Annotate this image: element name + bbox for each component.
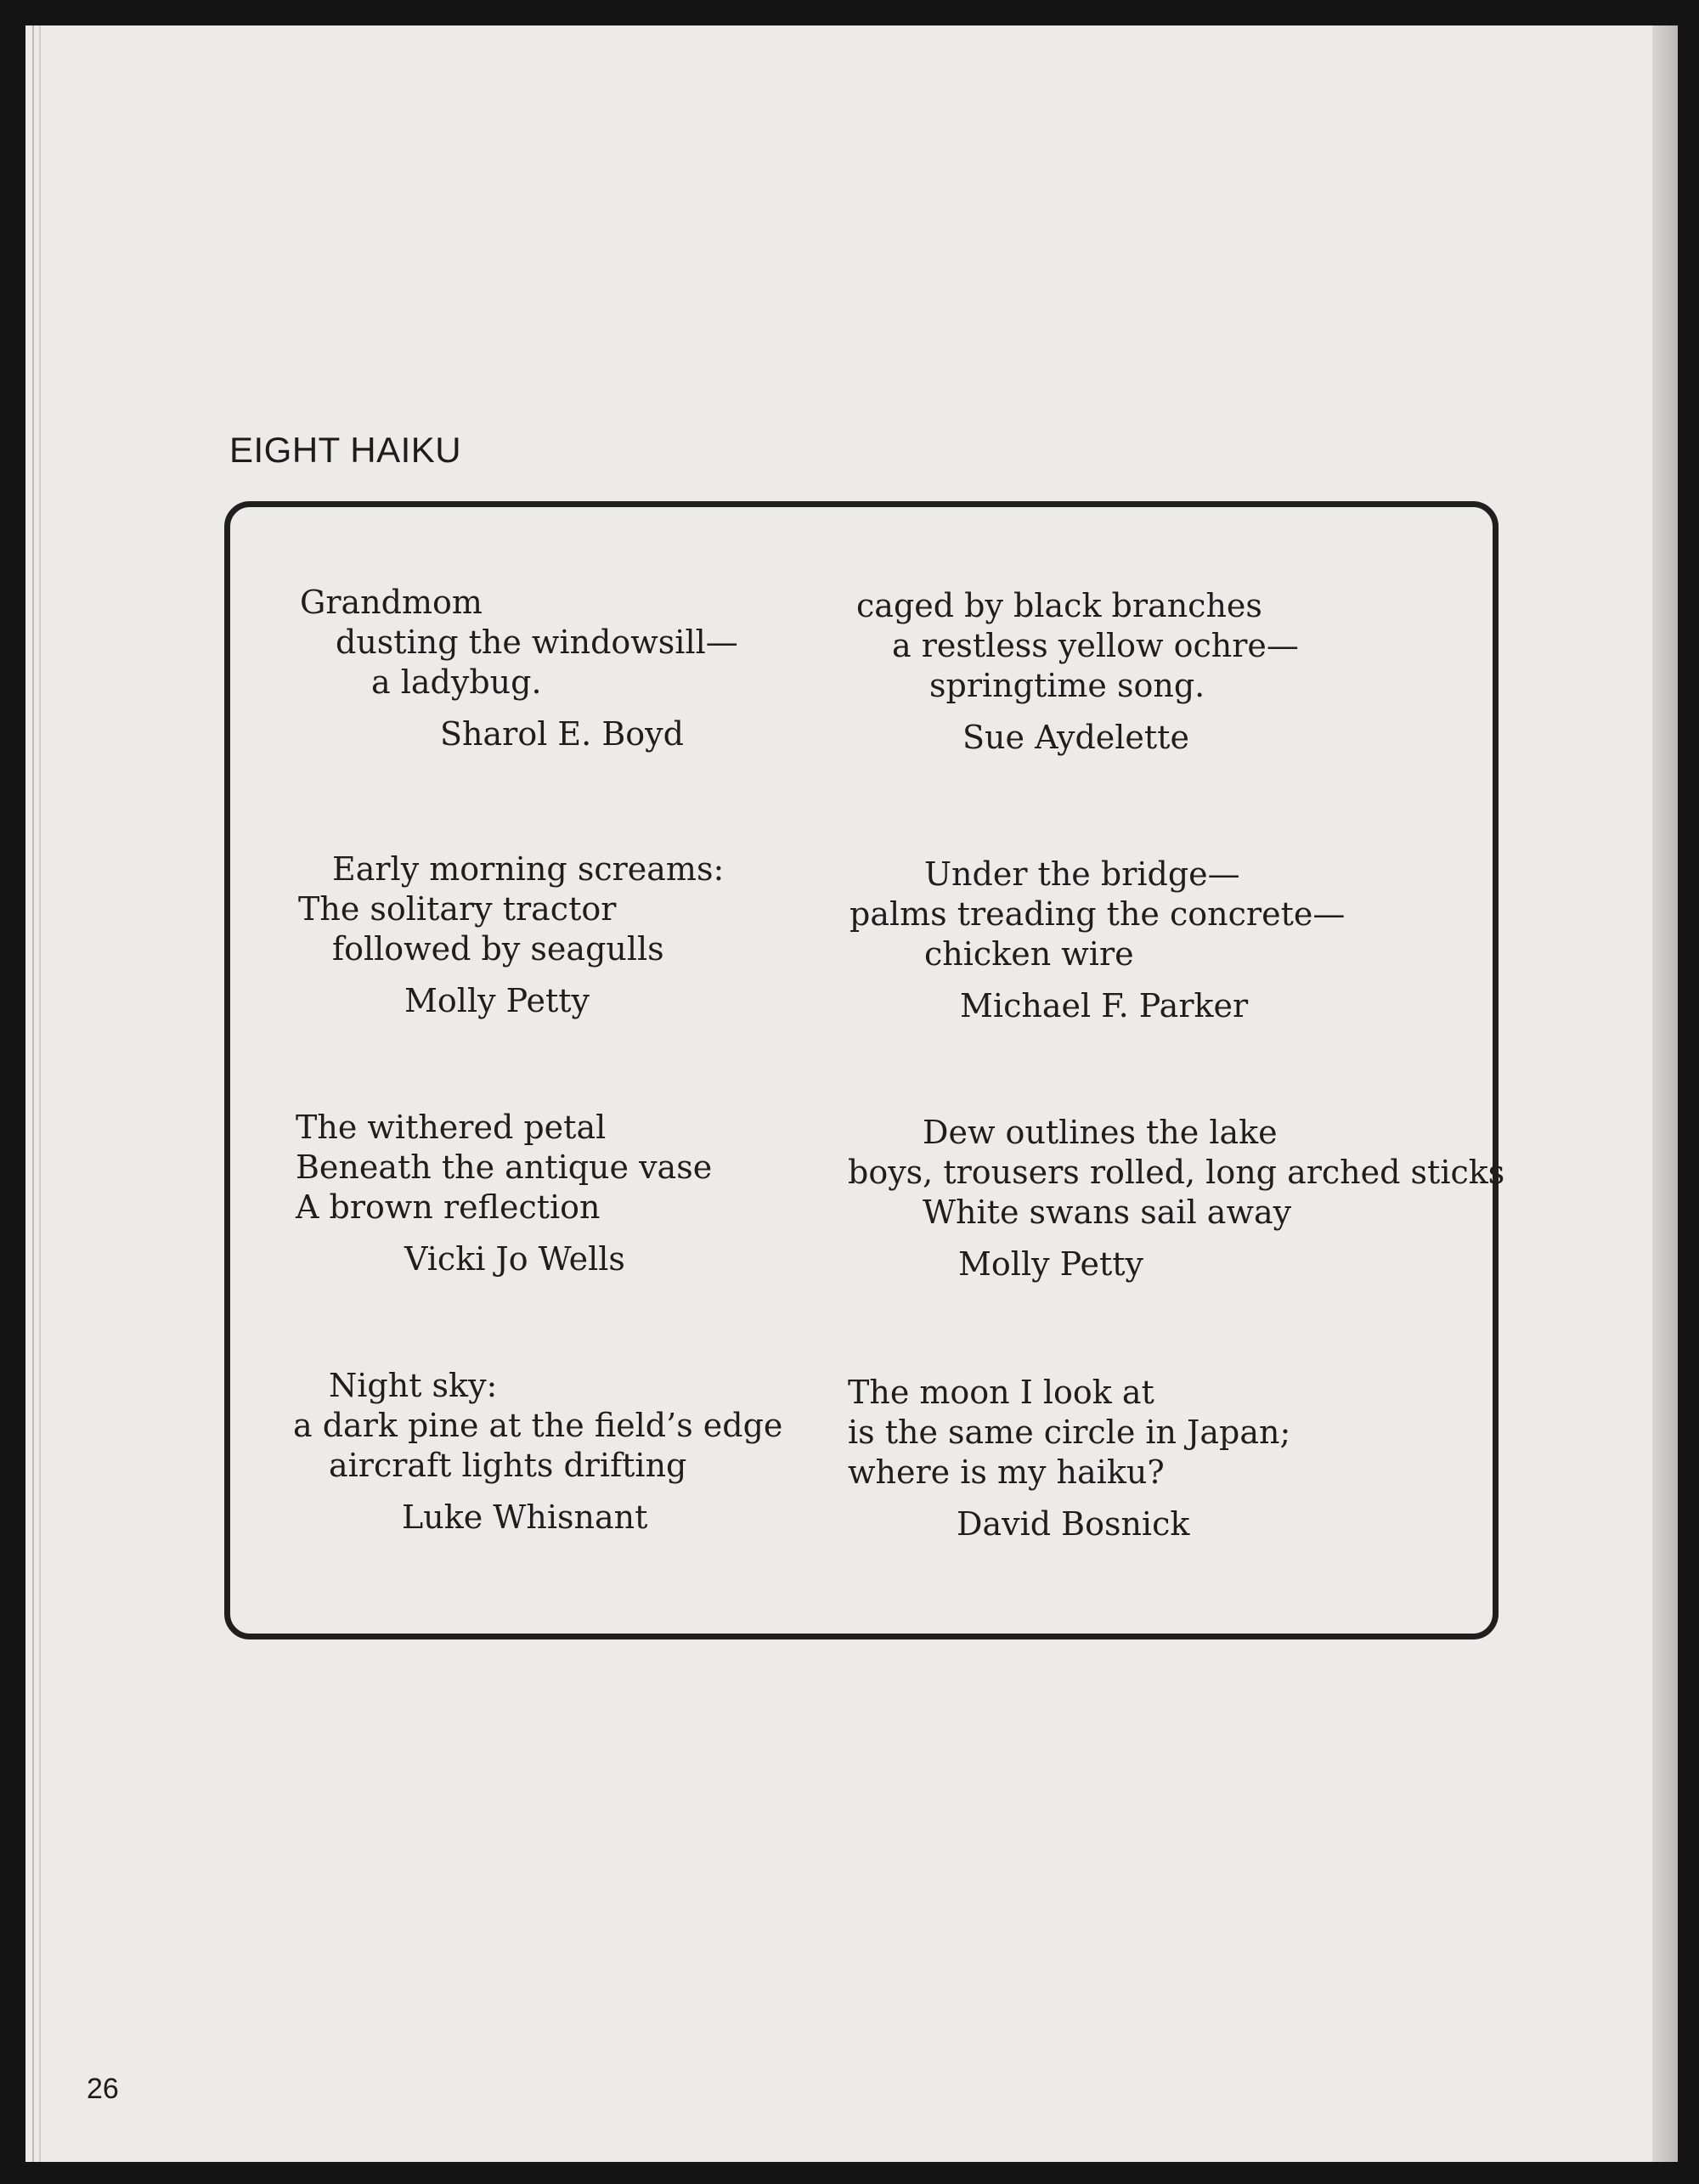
- poem-line: a restless yellow ochre—: [892, 627, 1299, 664]
- haiku-poem: [856, 586, 1299, 758]
- haiku-poem: [848, 1373, 1290, 1544]
- poem-line: springtime song.: [929, 667, 1205, 704]
- poem-line: Early morning screams:: [332, 850, 725, 888]
- haiku-poem: [293, 1366, 782, 1538]
- poem-author: Vicki Jo Wells: [404, 1240, 625, 1278]
- poem-line: The solitary tractor: [298, 890, 617, 928]
- poem-line: The moon I look at: [848, 1374, 1154, 1411]
- poem-line: boys, trousers rolled, long arched sticks: [848, 1154, 1505, 1191]
- haiku-poem: [298, 849, 724, 1021]
- page-number: 26: [87, 2073, 119, 2105]
- poem-line: is the same circle in Japan;: [848, 1414, 1291, 1451]
- poem-line: dusting the windowsill—: [336, 624, 738, 661]
- poem-author: Sharol E. Boyd: [440, 715, 684, 753]
- poem-author: David Bosnick: [957, 1505, 1190, 1543]
- binding-edge: [32, 25, 34, 2162]
- poem-line: Night sky:: [329, 1367, 498, 1404]
- poem-line: caged by black branches: [856, 587, 1262, 624]
- haiku-poem: [296, 1108, 712, 1279]
- poem-line: Beneath the antique vase: [296, 1148, 713, 1186]
- magazine-page: [25, 25, 1678, 2162]
- poem-line: a dark pine at the field’s edge: [293, 1407, 783, 1444]
- poem-line: a ladybug.: [371, 663, 542, 701]
- poem-line: A brown reflection: [296, 1188, 601, 1226]
- haiku-poem: [848, 1113, 1504, 1284]
- poem-line: followed by seagulls: [332, 930, 664, 968]
- poem-line: chicken wire: [924, 935, 1134, 973]
- haiku-poem: [850, 855, 1345, 1026]
- poem-author: Michael F. Parker: [960, 987, 1249, 1024]
- poem-line: palms treading the concrete—: [850, 895, 1346, 933]
- poem-line: aircraft lights drifting: [329, 1447, 687, 1484]
- binding-edge: [39, 25, 41, 2162]
- poem-line: The withered petal: [296, 1109, 607, 1146]
- poem-author: Molly Petty: [404, 982, 590, 1019]
- poem-line: Grandmom: [300, 584, 483, 621]
- poem-author: Luke Whisnant: [402, 1498, 648, 1536]
- poem-line: where is my haiku?: [848, 1453, 1165, 1491]
- poem-line: Under the bridge—: [924, 855, 1240, 893]
- poem-line: White swans sail away: [923, 1194, 1292, 1231]
- haiku-poem: [300, 583, 738, 754]
- poem-line: Dew outlines the lake: [923, 1114, 1278, 1151]
- poem-author: Molly Petty: [958, 1245, 1143, 1283]
- page-curl-shadow: [1652, 25, 1678, 2162]
- page-title: EIGHT HAIKU: [229, 430, 462, 470]
- poem-author: Sue Aydelette: [962, 719, 1189, 756]
